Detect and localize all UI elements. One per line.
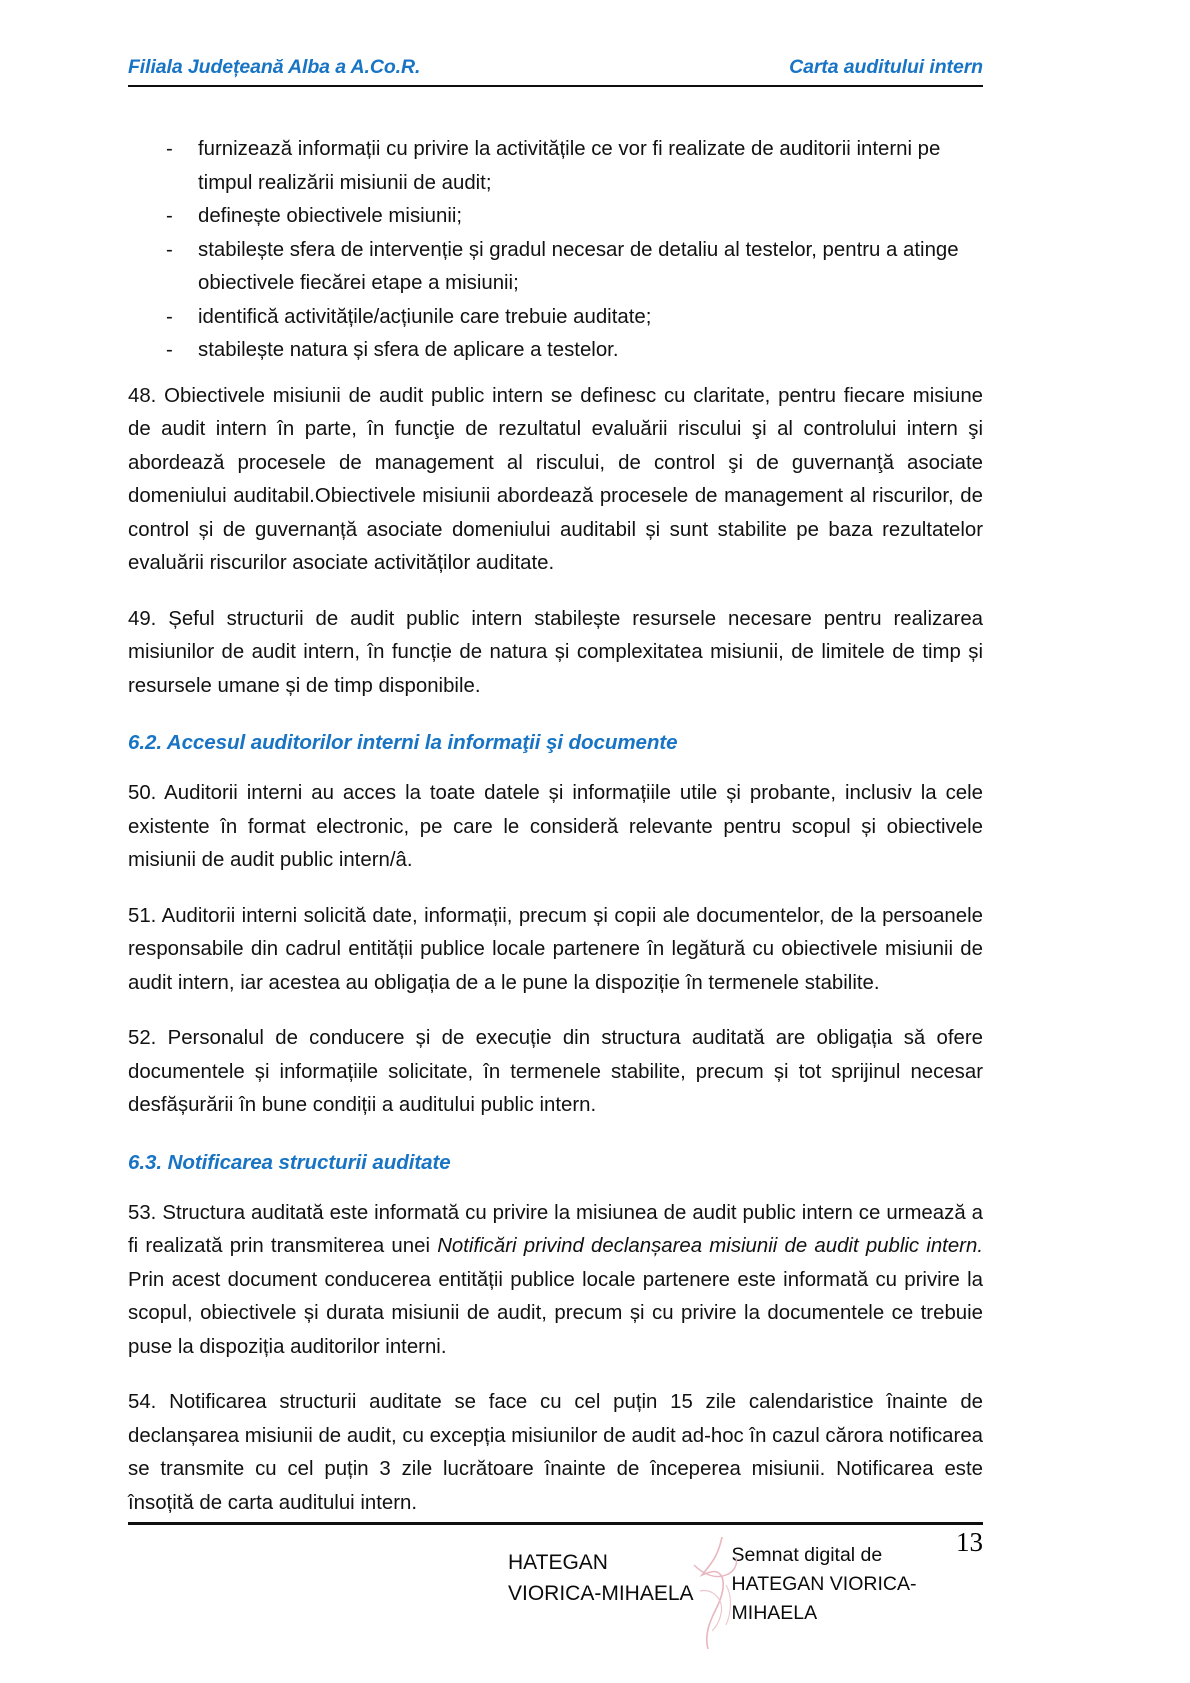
list-item bbox=[128, 133, 983, 200]
list-marker: - bbox=[166, 339, 173, 361]
list-item bbox=[128, 301, 983, 335]
page-number: 13 bbox=[956, 1527, 983, 1557]
section-heading-6-3: 6.3. Notificarea structurii auditate bbox=[128, 1150, 451, 1174]
list-item-text: stabilește sfera de intervenție și gradul necesar de detaliu al testelor, pentru a atinge obiectivele fiecărei etape a misiunii; bbox=[198, 238, 959, 294]
signature-flourish-icon bbox=[698, 1547, 728, 1635]
bullet-list bbox=[128, 133, 983, 368]
page-header bbox=[128, 56, 983, 87]
paragraph-53-emphasis: Notificări privind declanșarea misiunii de audit public intern. bbox=[437, 1235, 983, 1257]
header-row bbox=[128, 56, 983, 79]
list-item bbox=[128, 234, 983, 301]
paragraph-51: 51. Auditorii interni solicită date, informații, precum și copii ale documentelor, de la persoanele responsabile din cadrul entității publice locale partenere în legătură cu obiectivele misiunii de audit intern, iar acestea au obligația de a le pune la dispoziție în termenele stabilite. bbox=[128, 904, 983, 994]
paragraph-48: 48. Obiectivele misiunii de audit public intern se definesc cu claritate, pentru fiecare misiune de audit intern în parte, în funcţie de rezultatul evaluării riscului şi al controlului intern şi abordează procesele de management al riscului, de control şi de guvernanţă asociate domeniului auditabil.Obiectivele misiunii abordează procesele de management al riscurilor, de control și de guvernanță asociate domeniului auditabil și sunt stabilite pe baza rezultatelor evaluării riscurilor asociate activităților auditate. bbox=[128, 384, 983, 574]
list-item-text: stabilește natura și sfera de aplicare a testelor. bbox=[198, 339, 619, 361]
list-marker: - bbox=[166, 238, 173, 261]
paragraph-53-part-b: Prin acest document conducerea entității publice locale partenere este informată cu privire la scopul, obiectivele și durata misiunii de audit, precum și cu privire la documentele ce trebuie puse la dispoziția auditorilor interni. bbox=[128, 1268, 983, 1358]
header-left-title: Filiala Județeană Alba a A.Co.R. bbox=[128, 56, 421, 78]
list-marker: - bbox=[166, 205, 173, 227]
signature-detail-line-2: HATEGAN VIORICA- bbox=[731, 1573, 917, 1595]
list-marker: - bbox=[166, 305, 173, 328]
page-footer bbox=[128, 1522, 983, 1675]
paragraph-53-part-a: 53. Structura auditată este informată cu privire la misiunea de audit public intern ce urmează a fi realizată prin transmiterea unei bbox=[128, 1201, 983, 1257]
header-right-title: Carta auditului intern bbox=[789, 56, 983, 78]
list-item-text: definește obiectivele misiunii; bbox=[198, 205, 463, 227]
list-item-text: furnizează informații cu privire la activitățile ce vor fi realizate de auditorii interni pe timpul realizării misiunii de audit; bbox=[198, 138, 941, 194]
signature-name-line-2: VIORICA-MIHAELA bbox=[508, 1582, 694, 1605]
section-heading-6-2: 6.2. Accesul auditorilor interni la informaţii şi documente bbox=[128, 731, 678, 754]
document-body bbox=[128, 133, 983, 1520]
list-item-text: identifică activitățile/acțiunile care trebuie auditate; bbox=[198, 305, 652, 328]
signature-detail bbox=[732, 1541, 917, 1628]
signature-name bbox=[508, 1547, 694, 1609]
signature-name-line-1: HATEGAN bbox=[508, 1551, 608, 1574]
paragraph-53 bbox=[128, 1197, 983, 1365]
paragraph-52: 52. Personalul de conducere și de execuție din structura auditată are obligația să ofere documentele și informațiile solicitate, în termenele stabilite, precum și tot sprijinul necesar desfășurării în bune condiții a auditului public intern. bbox=[128, 1027, 983, 1116]
digital-signature-block bbox=[508, 1544, 917, 1635]
list-item bbox=[128, 200, 983, 234]
list-item bbox=[128, 334, 983, 368]
list-marker: - bbox=[166, 138, 173, 160]
footer-content bbox=[128, 1525, 983, 1675]
paragraph-49: 49. Șeful structurii de audit public intern stabilește resursele necesare pentru realizarea misiunilor de audit intern, în funcție de natura și complexitatea misiunii, de limitele de timp și resursele umane și de timp disponibile. bbox=[128, 607, 983, 697]
paragraph-54: 54. Notificarea structurii auditate se face cu cel puțin 15 zile calendaristice înainte de declanșarea misiunii de audit, cu excepția misiunilor de audit ad-hoc în cazul cărora notificarea se transmite cu cel puțin 3 zile lucrătoare înainte de începerea misiunii. Notificarea este însoțită de carta auditului intern. bbox=[128, 1391, 983, 1514]
paragraph-50: 50. Auditorii interni au acces la toate datele și informațiile utile și probante, inclusiv la cele existente în format electronic, pe care le consideră relevante pentru scopul și obiectivele misiunii de audit public intern/â. bbox=[128, 782, 983, 871]
signature-detail-line-3: MIHAELA bbox=[731, 1602, 818, 1624]
header-divider bbox=[128, 85, 983, 87]
signature-detail-line-1: Semnat digital de bbox=[731, 1544, 883, 1566]
